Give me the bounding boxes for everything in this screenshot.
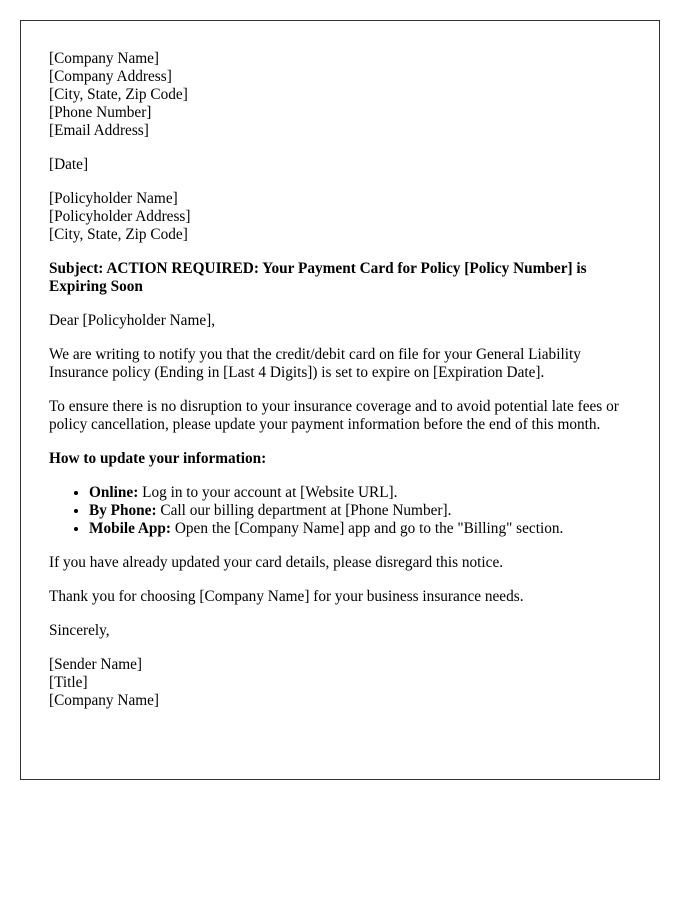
recipient-name: [Policyholder Name] [49,190,178,207]
subject-line: Subject: ACTION REQUIRED: Your Payment Card for Policy [Policy Number] is Expiring Soon [49,260,587,295]
method-label: Online: [89,484,139,501]
signature-sender-name: [Sender Name] [49,656,143,673]
closing: Sincerely, [49,622,110,639]
signature-title: [Title] [49,674,88,691]
signature-company-name: [Company Name] [49,692,160,709]
sender-phone-number: [Phone Number] [49,104,152,121]
letter-document [20,20,660,780]
sender-address-block [49,50,631,140]
sender-company-name: [Company Name] [49,50,160,67]
method-label: Mobile App: [89,520,172,537]
sender-city-state-zip: [City, State, Zip Code] [49,86,188,103]
sender-company-address: [Company Address] [49,68,172,85]
salutation: Dear [Policyholder Name], [49,312,216,329]
letter-date: [Date] [49,156,89,173]
update-method-online [89,484,631,502]
how-to-update-heading: How to update your information: [49,450,267,467]
method-text: Call our billing department at [Phone Number]. [156,502,452,519]
body-paragraph-notice: We are writing to notify you that the credit/debit card on file for your General Liability Insurance policy (Ending in [Last 4 Digits]) is set to expire on [Expiration Date]. [49,346,581,381]
signature-block [49,656,631,710]
method-label: By Phone: [89,502,157,519]
method-text: Log in to your account at [Website URL]. [138,484,398,501]
body-paragraph-disregard: If you have already updated your card details, please disregard this notice. [49,554,504,571]
update-method-mobile-app [89,520,631,538]
recipient-address-block [49,190,631,244]
body-paragraph-thanks: Thank you for choosing [Company Name] for your business insurance needs. [49,588,524,605]
recipient-city-state-zip: [City, State, Zip Code] [49,226,188,243]
update-methods-list [49,484,631,538]
sender-email-address: [Email Address] [49,122,149,139]
recipient-address: [Policyholder Address] [49,208,191,225]
body-paragraph-action: To ensure there is no disruption to your insurance coverage and to avoid potential late fees or policy cancellation, please update your payment information before the end of this month. [49,398,619,433]
method-text: Open the [Company Name] app and go to the "Billing" section. [171,520,564,537]
update-method-phone [89,502,631,520]
